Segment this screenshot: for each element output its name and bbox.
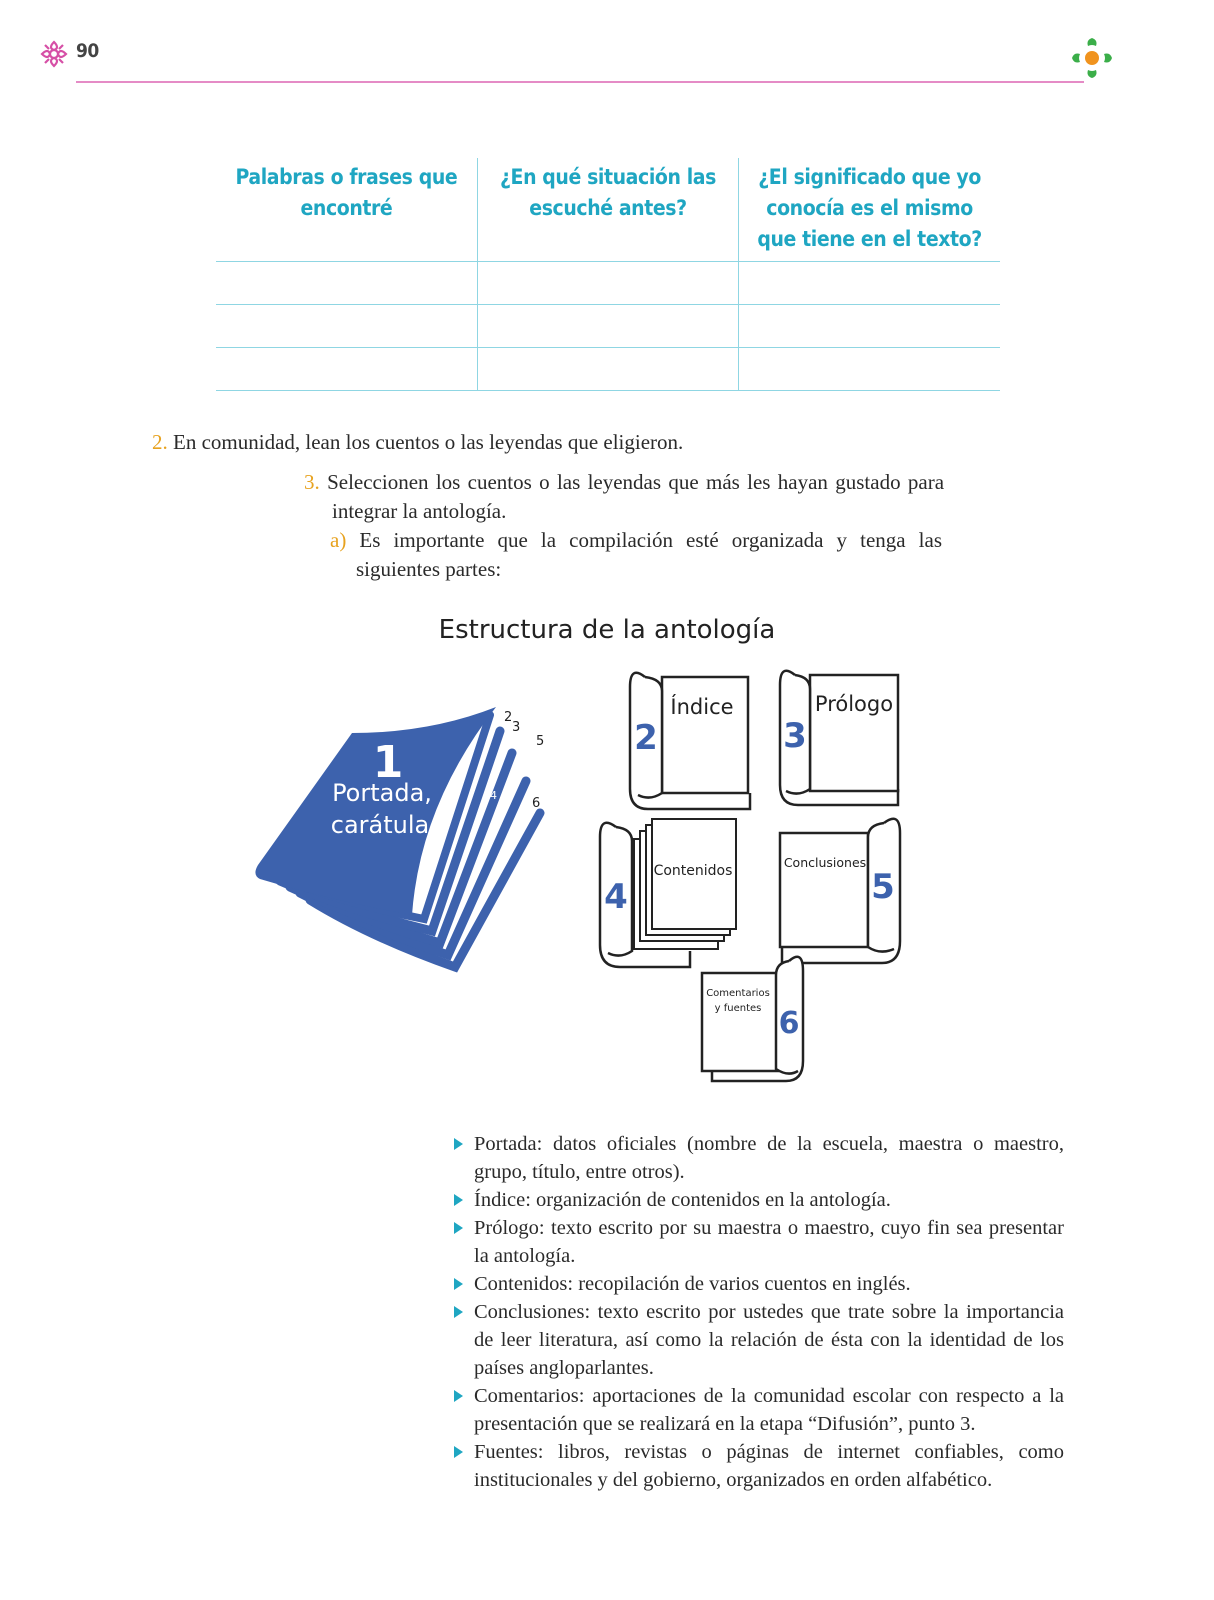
table-header-cell: ¿El significado que yo conocía es el mismo que tiene en el texto? <box>739 158 1000 262</box>
item-text: En comunidad, lean los cuentos o las leyendas que eligieron. <box>173 430 684 454</box>
part-label-line1: Comentarios <box>706 988 770 999</box>
cover-page-number: 6 <box>532 796 541 811</box>
table-header-cell: Palabras o frases que encontré <box>216 158 477 262</box>
vocabulary-table <box>216 158 1000 391</box>
diagram-title: Estructura de la antología <box>438 615 776 645</box>
page-number: 90 <box>76 40 99 62</box>
cover-label-line1: Portada, <box>332 779 432 807</box>
instruction-item-2 <box>152 428 952 457</box>
part-label: Índice <box>670 695 734 719</box>
table-cell <box>477 262 738 305</box>
table-cell <box>216 348 477 391</box>
table-cell <box>739 305 1000 348</box>
cover-label-line2: carátula <box>330 811 430 839</box>
item-number: 2. <box>152 430 168 454</box>
list-item: Prólogo: texto escrito por su maestra o maestro, cuyo fin sea presentar la antología. <box>452 1214 1064 1270</box>
cover-page-number: 4 <box>490 789 497 802</box>
list-item: Conclusiones: texto escrito por ustedes que trate sobre la importancia de leer literatura, así como la relación de ésta con la identidad de los países angloparlantes. <box>452 1298 1064 1382</box>
triangle-bullet-icon <box>454 1278 463 1290</box>
item-number: 3. <box>304 470 320 494</box>
part-number: 4 <box>604 877 628 917</box>
part-number: 2 <box>634 718 658 758</box>
part-label: Contenidos <box>653 863 733 879</box>
item-text: Es importante que la compilación esté organizada y tenga las siguientes partes: <box>356 528 942 581</box>
list-item: Portada: datos oficiales (nombre de la escuela, maestra o maestro, grupo, título, entre otros). <box>452 1130 1064 1186</box>
table-cell <box>477 305 738 348</box>
table-header-row <box>216 158 1000 262</box>
list-item: Comentarios: aportaciones de la comunidad escolar con respecto a la presentación que se realizará en la etapa “Difusión”, punto 3. <box>452 1382 1064 1438</box>
table-cell <box>216 305 477 348</box>
part-label: Conclusiones <box>783 855 867 870</box>
list-item: Índice: organización de contenidos en la antología. <box>452 1186 1064 1214</box>
item-text: Seleccionen los cuentos o las leyendas que más les hayan gustado para integrar la antología. <box>327 470 945 523</box>
anthology-structure-diagram <box>250 665 930 1105</box>
table-cell <box>739 262 1000 305</box>
table-row <box>216 305 1000 348</box>
cover-page-number: 2 <box>504 710 513 725</box>
triangle-bullet-icon <box>454 1138 463 1150</box>
instruction-item-a <box>330 526 942 584</box>
table-row <box>216 348 1000 391</box>
table-cell <box>739 348 1000 391</box>
header-rule <box>76 81 1084 83</box>
list-item: Fuentes: libros, revistas o páginas de internet confiables, como institucionales y del gobierno, organizados en orden alfabético. <box>452 1438 1064 1494</box>
community-logo-icon <box>1066 32 1118 84</box>
item-letter: a) <box>330 528 347 552</box>
list-item: Contenidos: recopilación de varios cuentos en inglés. <box>452 1270 1064 1298</box>
triangle-bullet-icon <box>454 1222 463 1234</box>
triangle-bullet-icon <box>454 1306 463 1318</box>
triangle-bullet-icon <box>454 1446 463 1458</box>
cover-page-number: 5 <box>536 734 545 749</box>
table-cell <box>216 262 477 305</box>
part-number: 5 <box>871 867 895 907</box>
cover-page-number: 3 <box>512 720 521 735</box>
triangle-bullet-icon <box>454 1390 463 1402</box>
part-label: Prólogo <box>814 692 894 716</box>
part-label-line2: y fuentes <box>714 1003 762 1014</box>
flower-ornament-icon <box>40 40 68 68</box>
table-header-cell: ¿En qué situación las escuché antes? <box>477 158 738 262</box>
part-number: 3 <box>783 716 807 756</box>
table-cell <box>477 348 738 391</box>
cover-number: 1 <box>372 737 404 788</box>
parts-description-list <box>452 1130 1064 1494</box>
table-row <box>216 262 1000 305</box>
triangle-bullet-icon <box>454 1194 463 1206</box>
part-number: 6 <box>778 1006 800 1041</box>
instruction-item-3 <box>304 468 944 526</box>
